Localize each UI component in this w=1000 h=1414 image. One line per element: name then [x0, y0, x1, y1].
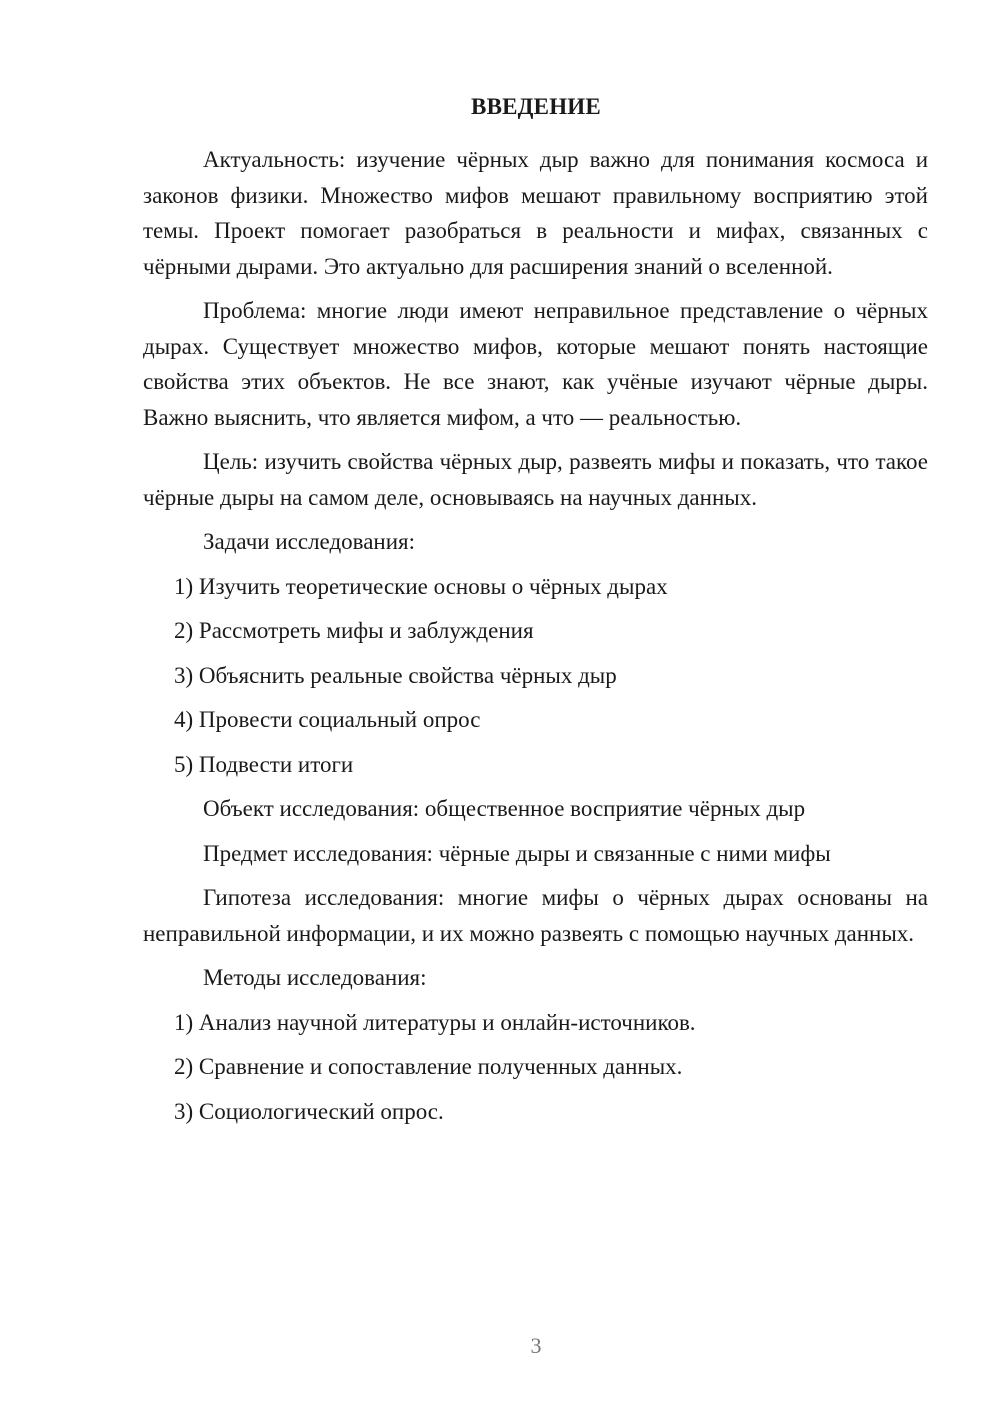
tasks-title: Задачи исследования:	[203, 529, 416, 554]
subject-line: Предмет исследования: чёрные дыры и связанные с ними мифы	[203, 840, 831, 866]
object-line: Объект исследования: общественное восприятие чёрных дыр	[203, 796, 806, 821]
task-item: 3) Объяснить реальные свойства чёрных дыр	[174, 662, 617, 688]
problem-paragraph: Проблема: многие люди имеют неправильное представление о чёрных дырах. Существует множество мифов, которые мешают понять настоящие свойства этих объектов. Не все знают, как учёные изучают чёрные дыры. Важно выяснить, что является мифом, а что — реальностью.	[143, 298, 928, 430]
relevance-paragraph: Актуальность: изучение чёрных дыр важно для понимания космоса и законов физики. Множество мифов мешают правильному восприятию этой темы. Проект помогает разобраться в реальности и мифах, связанных с чёрными дырами. Это актуально для расширения знаний о вселенной.	[143, 147, 928, 279]
hypothesis-paragraph: Гипотеза исследования: многие мифы о чёрных дырах основаны на неправильной информации, и их можно развеять с помощью научных данных.	[143, 885, 928, 946]
task-item: 2) Рассмотреть мифы и заблуждения	[174, 618, 534, 643]
page-number: 3	[530, 1333, 542, 1358]
method-item: 1) Анализ научной литературы и онлайн-источников.	[174, 1009, 696, 1035]
task-item: 4) Провести социальный опрос	[174, 707, 481, 732]
task-item: 1) Изучить теоретические основы о чёрных дырах	[174, 573, 668, 599]
task-item: 5) Подвести итоги	[174, 751, 354, 777]
method-item: 3) Социологический опрос.	[174, 1098, 444, 1124]
goal-paragraph: Цель: изучить свойства чёрных дыр, развеять мифы и показать, что такое чёрные дыры на самом деле, основываясь на научных данных.	[143, 449, 928, 510]
methods-title: Методы исследования:	[203, 965, 427, 990]
document-body	[143, 142, 928, 1138]
section-heading: ВВЕДЕНИЕ	[471, 94, 601, 119]
method-item: 2) Сравнение и сопоставление полученных данных.	[174, 1054, 683, 1079]
